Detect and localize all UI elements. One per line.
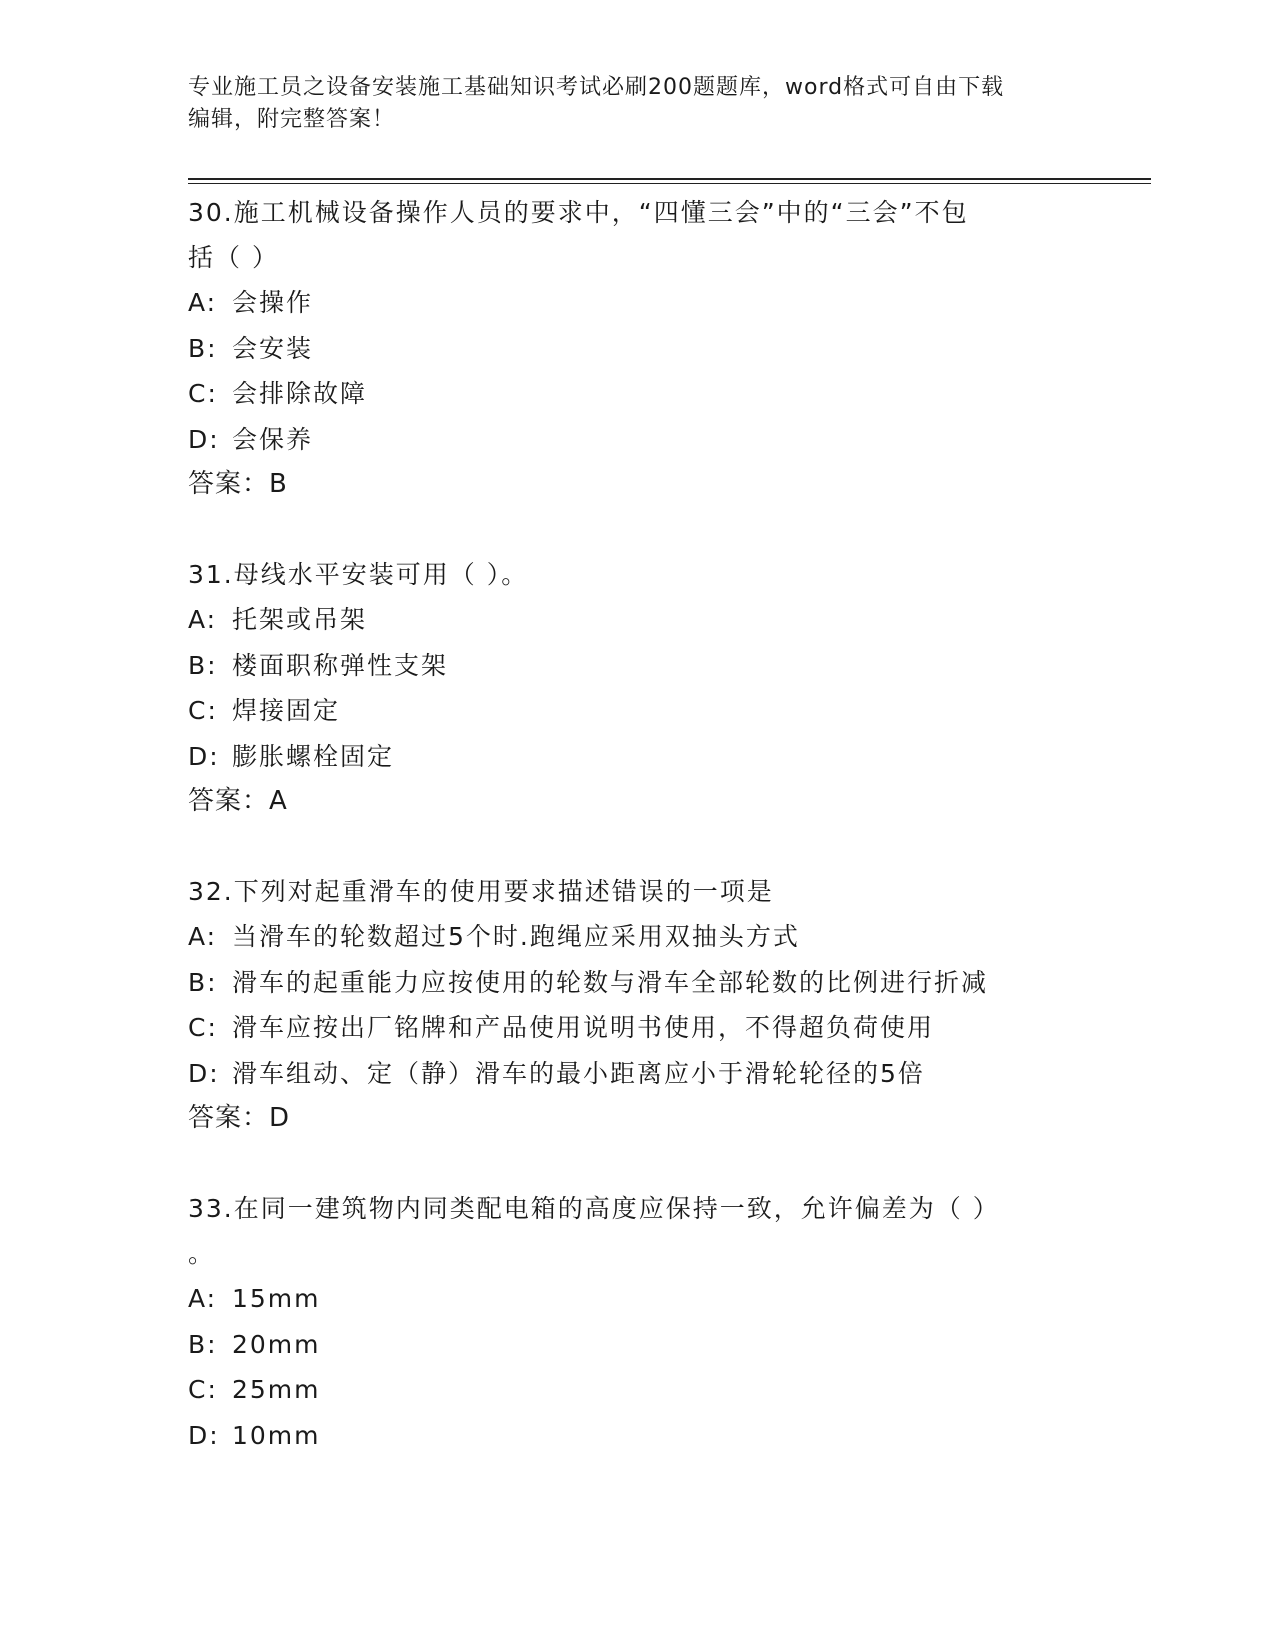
- option-text: 20mm: [232, 1329, 321, 1359]
- option-text: 会安装: [232, 333, 314, 363]
- option-text: 15mm: [232, 1284, 321, 1313]
- option-text: 当滑车的轮数超过5个时.跑绳应采用双抽头方式: [232, 922, 800, 951]
- option-letter: D:: [188, 1420, 220, 1450]
- question-31: [188, 552, 1088, 824]
- option-c: [188, 688, 1088, 734]
- option-d: [188, 1413, 1088, 1459]
- option-b: [188, 643, 1088, 689]
- answer-line: 答案：D: [188, 1103, 291, 1133]
- option-letter: C:: [188, 1013, 218, 1042]
- question-stem-line: 31.母线水平安装可用（ ）。: [188, 560, 529, 589]
- option-text: 滑车应按出厂铭牌和产品使用说明书使用，不得超负荷使用: [232, 1013, 935, 1042]
- option-letter: C:: [188, 379, 218, 408]
- option-letter: C:: [188, 696, 218, 725]
- answer-line: 答案：B: [188, 469, 288, 499]
- option-letter: A:: [188, 288, 218, 317]
- option-letter: B:: [188, 967, 218, 997]
- document-header: [188, 72, 1088, 136]
- option-text: 滑车的起重能力应按使用的轮数与滑车全部轮数的比例进行折减: [232, 967, 989, 997]
- question-stem-line: 32.下列对起重滑车的使用要求描述错误的一项是: [188, 877, 774, 906]
- option-letter: B:: [188, 650, 218, 680]
- option-b: [188, 1322, 1088, 1368]
- answer-line: 答案：A: [188, 786, 288, 816]
- option-letter: D:: [188, 741, 220, 771]
- option-text: 10mm: [232, 1420, 321, 1450]
- option-text: 会操作: [232, 288, 314, 317]
- option-text: 楼面职称弹性支架: [232, 650, 449, 680]
- question-30: [188, 190, 1088, 507]
- question-stem-line: 。: [188, 1239, 216, 1268]
- option-c: [188, 1005, 1088, 1051]
- header-line-1: 专业施工员之设备安装施工基础知识考试必刷200题题库，word格式可自由下载: [188, 75, 1005, 100]
- option-text: 膨胀螺栓固定: [232, 741, 395, 771]
- option-text: 滑车组动、定（静）滑车的最小距离应小于滑轮轮径的5倍: [232, 1058, 925, 1088]
- question-stem-line: 括（ ）: [188, 243, 279, 272]
- option-letter: A:: [188, 922, 218, 951]
- option-letter: C:: [188, 1375, 218, 1404]
- option-a: [188, 280, 1088, 326]
- option-b: [188, 326, 1088, 372]
- header-rule-thin: [188, 183, 1151, 184]
- question-stem-line: 33.在同一建筑物内同类配电箱的高度应保持一致，允许偏差为（ ）: [188, 1194, 1000, 1223]
- question-list: [188, 190, 1088, 1503]
- option-a: [188, 914, 1088, 960]
- option-text: 托架或吊架: [232, 605, 368, 634]
- question-stem: [188, 1186, 1088, 1276]
- question-33: [188, 1186, 1088, 1458]
- question-stem: [188, 552, 1088, 597]
- option-b: [188, 960, 1088, 1006]
- question-stem-line: 30.施工机械设备操作人员的要求中，“四懂三会”中的“三会”不包: [188, 198, 969, 227]
- option-text: 会排除故障: [232, 379, 368, 408]
- option-d: [188, 417, 1088, 463]
- question-stem: [188, 190, 1088, 280]
- option-c: [188, 1367, 1088, 1413]
- option-letter: A:: [188, 605, 218, 634]
- header-rule-thick: [188, 178, 1151, 180]
- option-text: 会保养: [232, 424, 314, 454]
- option-d: [188, 1051, 1088, 1097]
- option-c: [188, 371, 1088, 417]
- option-letter: B:: [188, 1329, 218, 1359]
- option-letter: D:: [188, 1058, 220, 1088]
- option-text: 25mm: [232, 1375, 321, 1404]
- option-text: 焊接固定: [232, 696, 341, 725]
- option-letter: A:: [188, 1284, 218, 1313]
- option-d: [188, 734, 1088, 780]
- option-a: [188, 1276, 1088, 1322]
- question-stem: [188, 869, 1088, 914]
- option-letter: B:: [188, 333, 218, 363]
- option-a: [188, 597, 1088, 643]
- question-32: [188, 869, 1088, 1141]
- header-line-2: 编辑，附完整答案！: [188, 107, 396, 132]
- option-letter: D:: [188, 424, 220, 454]
